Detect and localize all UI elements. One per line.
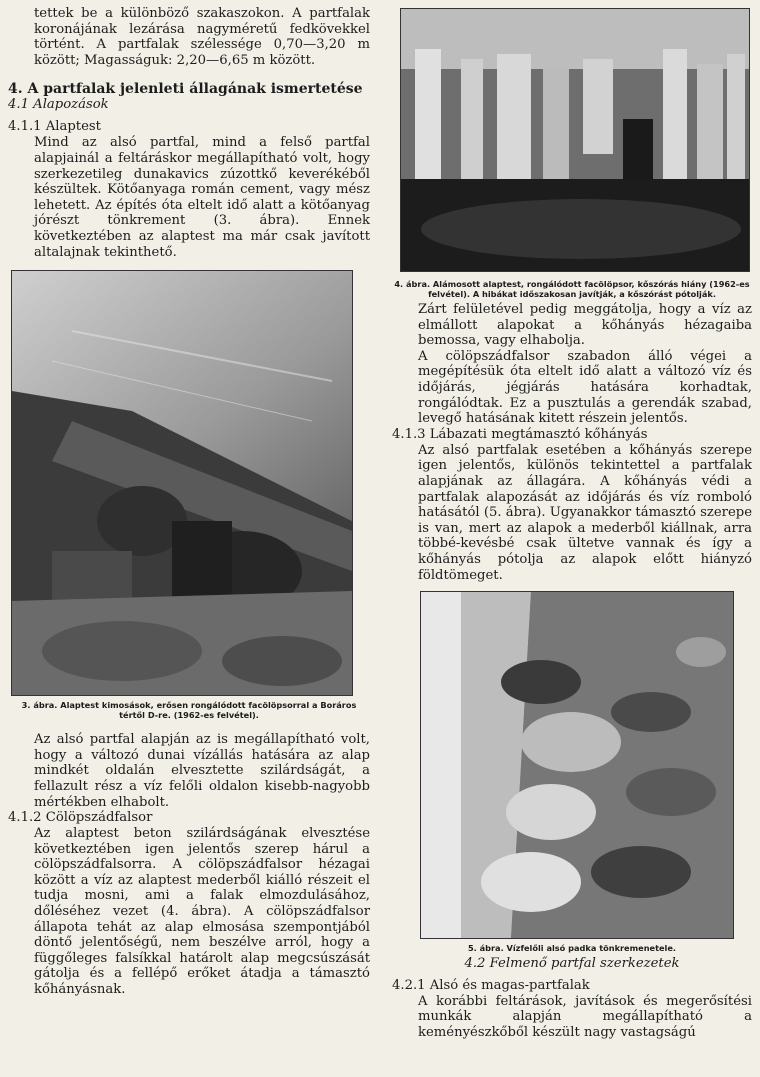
paragraph-alaptest: Mind az alsó partfal, mind a felső partfal alapjainál a feltáráskor megállapítható volt, hogy szerkezetileg dunakavics zúzottkő keverékéből készültek. Kötőanyaga román cement, vagy mész lehetett. Az építés óta eltelt idő alatt a kötőanyag jórészt tönkrement (3. ábra). Ennek következtében az alaptest ma már csak javított altalajnak tekinthető. (34, 135, 370, 260)
paragraph-colopszadfalsor: Az alaptest beton szilárdságának elvesztése következtében igen jelentős szerep hárul a cölöpszádfalsorra. A cölöpszádfalsor hézagai között a víz az alaptest mederből kiálló részeit el tudja mosni, ami a falak elmozdulásához, dőléséhez vezet (4. ábra). A cölöpszádfalsor állapota tehát az alap elmosása szempontjából döntő jelentőségű, nem beszélve arról, hogy a függőleges falsíkkal határolt alap megcsúszását gátolja és a fellépő erőket átadja a támasztó kőhányásnak. (34, 826, 370, 998)
subsection-heading (8, 97, 370, 113)
subsection-title-2: 4.2 Felmenő partfal szerkezetek (464, 955, 680, 971)
paragraph-zart: Zárt felületével pedig meggátolja, hogy a víz az elmállott alapokat a kőhányás hézagaiba bemossa, vagy elhabolja. (418, 302, 752, 349)
figure-4-caption: 4. ábra. Alámosott alaptest, rongálódott facölöpsor, kőszórás hiány (1962-es felvétel). A hibákat időszakosan javítják, a kőszórást pótolják. (394, 279, 750, 299)
paragraph-intro: tettek be a különböző szakaszokon. A partfalak koronájának lezárása nagyméretű fedkövekkel történt. A partfalak szélessége 0,70—3,20 m között; Magasságuk: 2,20—6,65 m között. (34, 6, 370, 68)
subsubsection-heading-4: 4.2.1 Alsó és magas-partfalak (392, 977, 590, 993)
right-column (392, 0, 752, 1040)
figure-5-caption: 5. ábra. Vízfelőli alsó padka tönkremenetele. (467, 943, 677, 954)
subsubsection-heading-3: 4.1.3 Lábazati megtámasztó kőhányás (392, 426, 648, 442)
figure-3-image (12, 271, 352, 695)
figure-4-photo (400, 8, 750, 272)
section-heading: 4. A partfalak jelenleti állagának ismertetése (8, 81, 363, 98)
figure-4-image (401, 9, 749, 271)
subsection-title: 4.1 Alapozások (8, 97, 109, 113)
subsection-heading-2 (392, 956, 752, 972)
subsubsection-heading-2: 4.1.2 Cölöpszádfalsor (8, 810, 153, 826)
paragraph-korabbi: A korábbi feltárások, javítások és megerősítési munkák alapján megállapítható a keményészkőből készült nagy vastagságú (418, 993, 752, 1040)
paragraph-szabadon: A cölöpszádfalsor szabadon álló végei a megépítésük óta eltelt idő alatt a változó víz és időjárás, jégjárás hatására korhadtak, rongálódtak. Ez a pusztulás a gerendák szabad, levegő hatásának kitett részein jelentős. (418, 348, 752, 427)
left-column (8, 0, 370, 998)
paragraph-alap: Az alsó partfal alapján az is megállapítható volt, hogy a változó dunai vízállás hatására az alap mindkét oldalán elvesztette szilárdságát, a fellazult rész a víz felőli oldalon kisebb-nagyobb mértékben elhabolt. (34, 732, 370, 810)
figure-5-photo (420, 591, 734, 939)
figure-3-caption: 3. ábra. Alaptest kimosások, erősen rongálódott facölöpsorral a Boráros tértől D-re. (1962-es felvétel). (21, 700, 357, 720)
paragraph-kohanyas: Az alsó partfalak esetében a kőhányás szerepe igen jelentős, különös tekintettel a partfalak alapjának az állagára. A kőhányás védi a partfalak alapozását az időjárás és víz romboló hatásától (5. ábra). Ugyanakkor támasztó szerepe is van, mert az alapok a mederből kiállnak, arra többé-kevésbé csak ültetve vannak és így a kőhányás pótolja az alapok előtt hiányzó földtömeget. (418, 442, 752, 583)
figure-5-image (421, 592, 733, 938)
subsubsection-heading: 4.1.1 Alaptest (8, 119, 101, 135)
figure-3-photo (11, 270, 353, 696)
